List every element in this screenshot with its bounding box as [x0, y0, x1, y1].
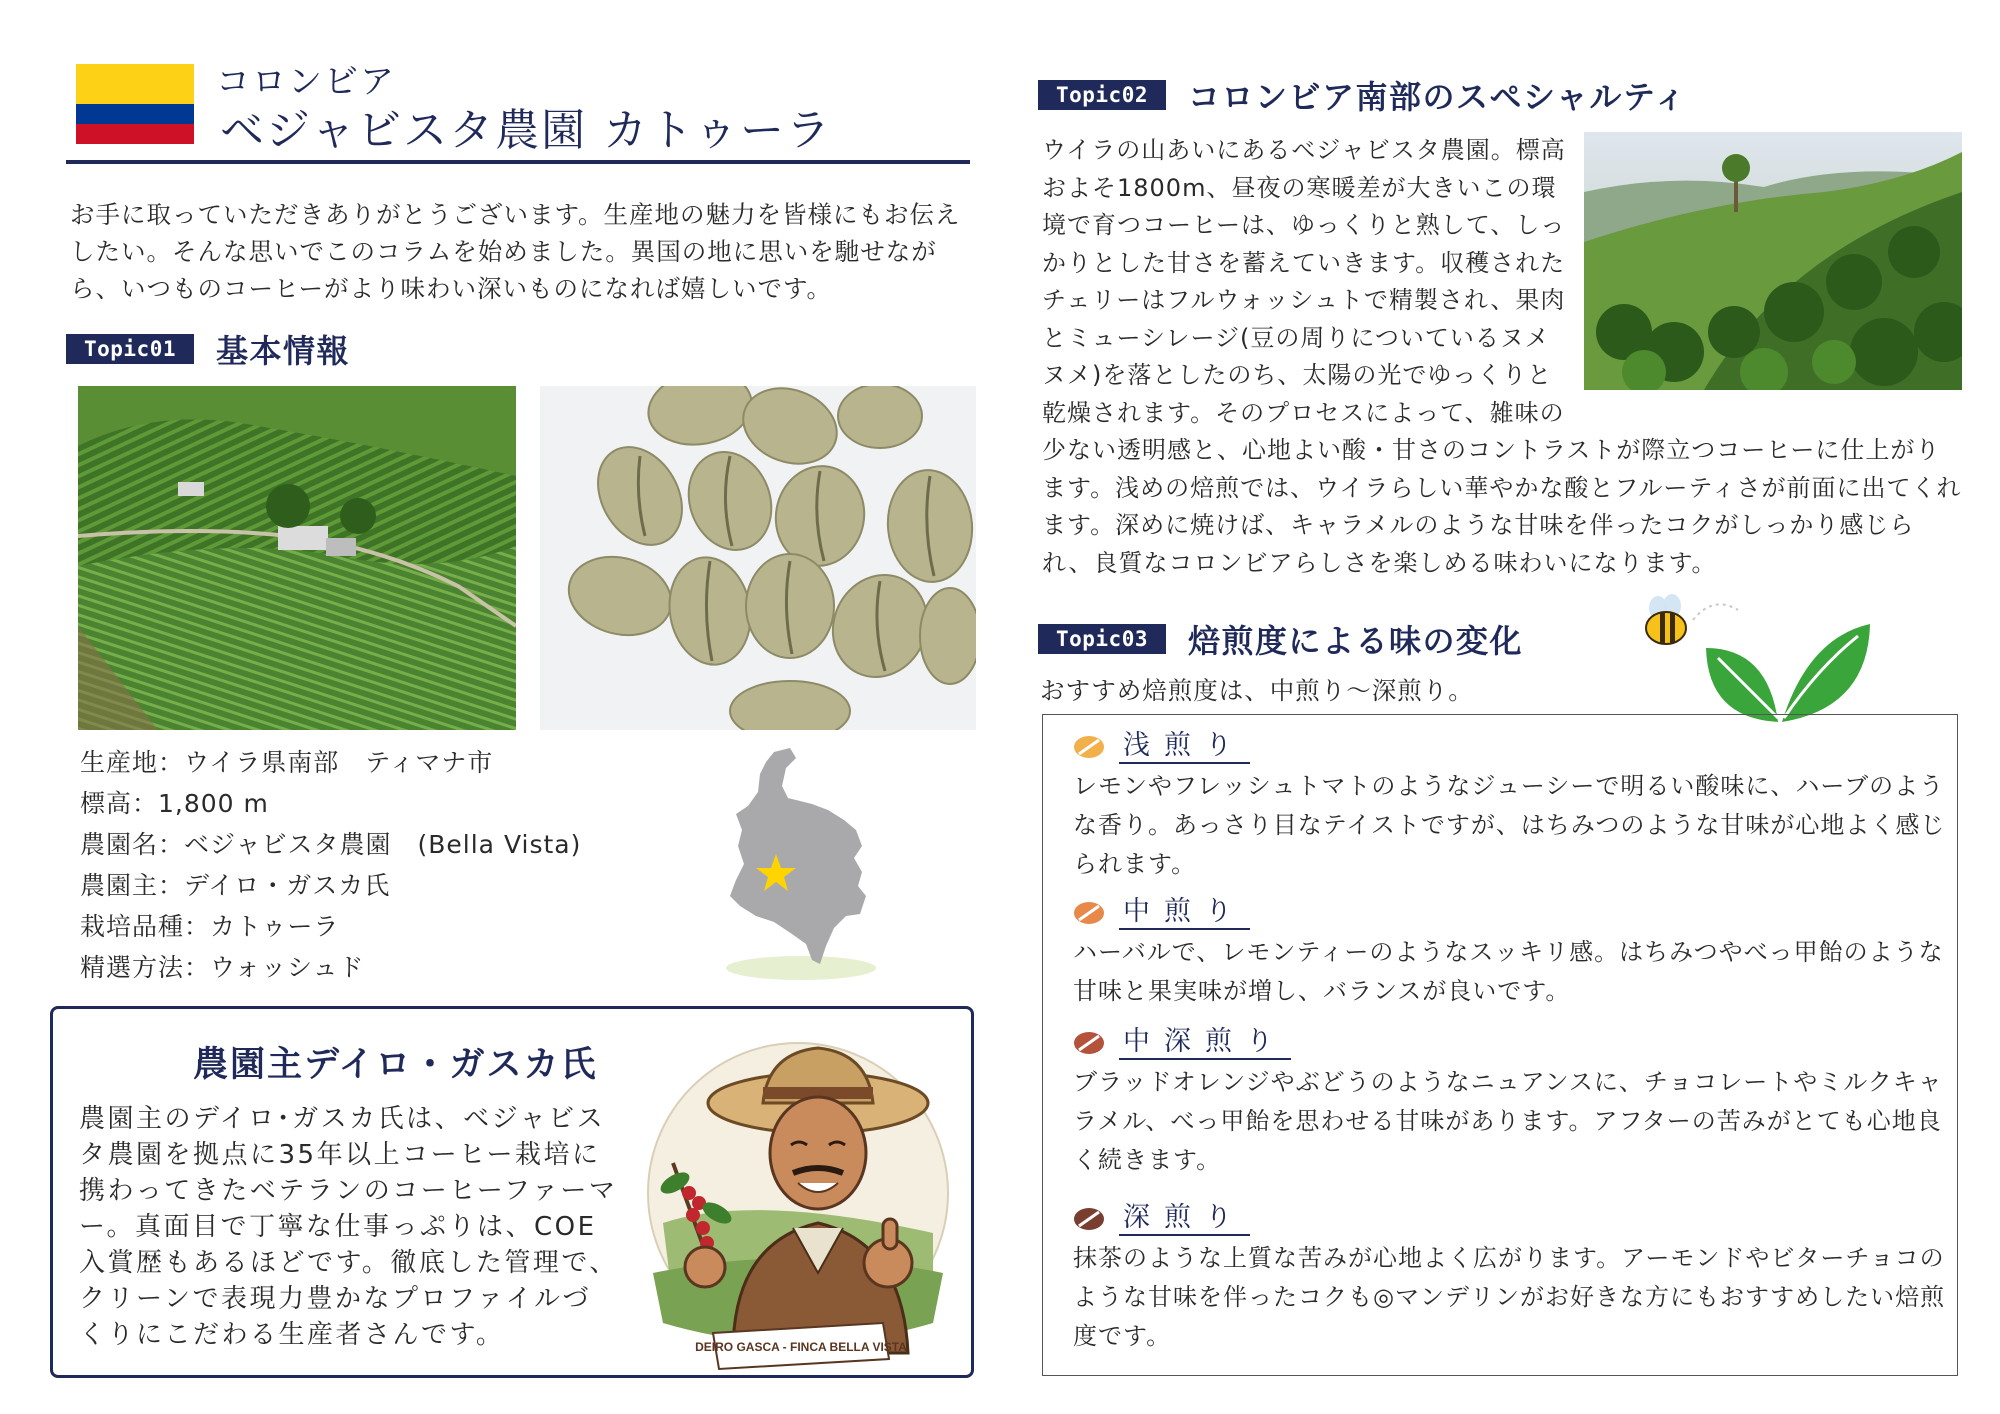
roast-dark — [1073, 1201, 1953, 1356]
recommended-roast: おすすめ焙煎度は、中煎り～深煎り。 — [1040, 676, 1474, 705]
roast-dark-desc: 抹茶のような上質な苦みが心地よく広がります。アーモンドやビターチョコのような甘味を伴ったコクも◎マンデリンがお好きな方にもおすすめしたい焙煎度です。 — [1073, 1244, 1946, 1350]
topic02-tag: Topic02 — [1038, 80, 1166, 110]
green-coffee-beans-photo — [540, 386, 976, 730]
roast-medium-dark-desc: ブラッドオレンジやぶどうのようなニュアンスに、チョコレートやミルクキャラメル、べっ甲飴を思わせる甘味があります。アフターの苦みがとても心地良く続きます。 — [1073, 1068, 1943, 1174]
topic03-tag: Topic03 — [1038, 624, 1166, 654]
portrait-banner-text: DEIRO GASCA - FINCA BELLA VISTA — [695, 1340, 907, 1354]
medium-dark-roast-bean-icon — [1073, 1030, 1105, 1056]
roast-medium-dark-label: 中深煎り — [1119, 1026, 1291, 1060]
roast-light — [1073, 729, 1953, 884]
medium-roast-bean-icon — [1073, 900, 1105, 926]
roast-medium-dark — [1073, 1025, 1953, 1180]
roast-medium-label: 中煎り — [1119, 896, 1250, 930]
roast-light-label: 浅煎り — [1119, 730, 1250, 764]
farmer-profile-text: 農園主のデイロ･ガスカ氏は、ベジャビスタ農園を拠点に35年以上コーヒー栽培に携わってきたベテランのコーヒーファーマー。真面目で丁寧な仕事っぷりは、COE入賞歴もあるほどです。徹底した管理で、クリーンで表現力豊かなプロファイルづくりにこだわる生産者さんです。 — [79, 1104, 618, 1350]
fact-altitude: 標高：1,800 m — [80, 789, 269, 818]
basic-info-list — [80, 742, 581, 988]
farmer-profile-card — [50, 1006, 974, 1378]
farm-hillside-photo — [78, 386, 516, 730]
coffee-field-photo — [1584, 132, 1962, 390]
topic02-paragraph: ウイラの山あいにあるベジャビスタ農園。標高およそ1800m、昼夜の寒暖差が大きいこの環境で育つコーヒーは、ゆっくりと熟して、しっかりとした甘さを蓄えていきます。収穫されたチェリーはフルウォッシュトで精製され、果肉とミューシレージ(豆の周りについているヌメヌメ)を落としたのち、太陽の光でゆっくりと乾燥されます。そのプロセスによって、雑味の少ない透明感と、心地よい酸・甘さのコントラストが際立つコーヒーに仕上がります。浅めの焙煎では、ウイラらしい華やかな酸とフルーティさが前面に出てくれます。深めに焼けば、キャラメルのような甘味を伴ったコクがしっかり感じられ、良質なコロンビアらしさを楽しめる味わいになります。 — [1042, 136, 1962, 577]
title-divider — [66, 160, 970, 164]
topic02-body — [1042, 132, 1962, 582]
colombia-flag-icon — [76, 64, 194, 144]
light-roast-bean-icon — [1073, 734, 1105, 760]
topic03-title: 焙煎度による味の変化 — [1188, 622, 1524, 660]
left-column — [66, 50, 976, 1380]
fact-process: 精選方法：ウォッシュド — [80, 953, 365, 982]
country-subtitle: コロンビア — [216, 62, 396, 102]
fact-farm-name: 農園名：ベジャビスタ農園 (Bella Vista) — [80, 830, 582, 859]
roast-medium — [1073, 895, 1953, 1011]
roast-levels-box — [1042, 714, 1958, 1376]
colombia-map-icon — [716, 746, 886, 986]
roast-dark-label: 深煎り — [1119, 1202, 1250, 1236]
roast-light-desc: レモンやフレッシュトマトのようなジューシーで明るい酸味に、ハーブのような香り。あっさり目なテイストですが、はちみつのような甘味が心地よく感じられます。 — [1073, 772, 1946, 878]
dark-roast-bean-icon — [1073, 1206, 1105, 1232]
topic02-title: コロンビア南部のスペシャルティ — [1188, 78, 1688, 116]
farmer-profile-title: 農園主デイロ・ガスカ氏 — [193, 1045, 598, 1085]
topic01-title: 基本情報 — [216, 332, 351, 370]
fact-variety: 栽培品種：カトゥーラ — [80, 912, 340, 941]
roast-medium-desc: ハーバルで、レモンティーのようなスッキリ感。はちみつやべっ甲飴のような甘味と果実味が増し、バランスが良いです。 — [1073, 938, 1944, 1005]
topic01-tag: Topic01 — [66, 334, 194, 364]
fact-farm-owner: 農園主：デイロ・ガスカ氏 — [80, 871, 391, 900]
fact-origin: 生産地：ウイラ県南部 ティマナ市 — [80, 748, 494, 777]
leaves-icon — [1698, 618, 1878, 728]
page-title: ベジャビスタ農園 カトゥーラ — [220, 105, 833, 156]
farmer-portrait-illustration — [633, 1023, 963, 1373]
intro-paragraph: お手に取っていただきありがとうございます。生産地の魅力を皆様にもお伝えしたい。そんな思いでこのコラムを始めました。異国の地に思いを馳せながら、いつものコーヒーがより味わい深いものになれば嬉しいです。 — [70, 200, 961, 303]
right-column — [1038, 70, 1968, 1380]
